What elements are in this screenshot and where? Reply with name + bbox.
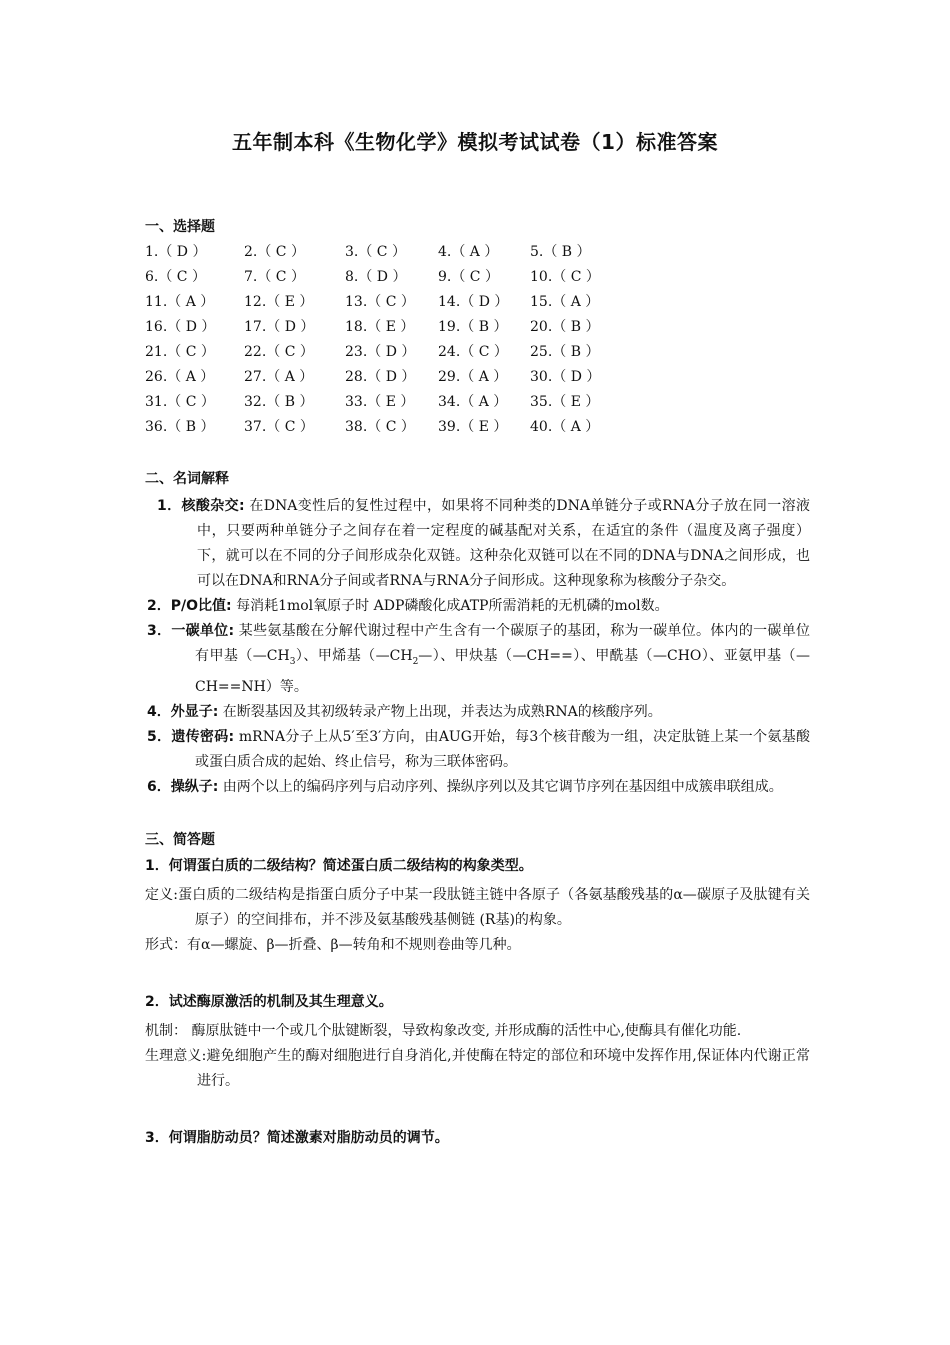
- answer-row: [145, 240, 810, 265]
- answer-cell: 24.（ C ）: [438, 344, 508, 360]
- answer-cell: 29.（ A ）: [438, 369, 508, 385]
- term-text: 在断裂基因及其初级转录产物上出现，并表达为成熟RNA的核酸序列。: [218, 703, 662, 720]
- answer-cell: 21.（ C ）: [145, 344, 215, 360]
- answer-cell: 10.（ C ）: [530, 269, 600, 285]
- subscript: 2: [412, 656, 419, 667]
- document-body: [145, 217, 810, 1151]
- answer-row: [145, 390, 810, 415]
- section-heading-short-answer: 三、简答题: [145, 831, 215, 848]
- term-text: 由两个以上的编码序列与启动序列、操纵序列以及其它调节序列在基因组中成簇串联组成。: [218, 778, 783, 795]
- answer-cell: 39.（ E ）: [438, 419, 508, 435]
- term-label: 2．P/O比值:: [147, 598, 232, 614]
- term-genetic-code: [147, 725, 810, 775]
- answer-cell: 23.（ D ）: [345, 344, 416, 360]
- question-2: 2．试述酶原激活的机制及其生理意义。: [145, 993, 393, 1010]
- answer-cell: 28.（ D ）: [345, 369, 416, 385]
- term-text: mRNA分子上从5′至3′方向，由AUG开始，每3个核苷酸为一组，决定肽链上某一个氨基酸或蛋白质合成的起始、终止信号，称为三联体密码。: [195, 728, 811, 770]
- term-one-carbon-unit: [147, 619, 810, 700]
- term-operon: [147, 775, 810, 800]
- answer-cell: 36.（ B ）: [145, 419, 215, 435]
- page-title: 五年制本科《生物化学》模拟考试试卷（1）标准答案: [232, 130, 718, 154]
- answer-cell: 1.（ D ）: [145, 244, 207, 260]
- answer-definition: 定义:蛋白质的二级结构是指蛋白质分子中某一段肽链主链中各原子（各氨基酸残基的α—碳原子及肽键有关原子）的空间排布，并不涉及氨基酸残基侧链 (R基)的构象。: [145, 886, 810, 928]
- term-po-ratio: [147, 594, 810, 619]
- answer-cell: 4.（ A ）: [438, 244, 499, 260]
- answer-cell: 22.（ C ）: [244, 344, 314, 360]
- answer-row: [145, 315, 810, 340]
- term-nucleic-acid-hybridization: [153, 494, 810, 594]
- answer-cell: 6.（ C ）: [145, 269, 206, 285]
- term-text-c: —）、甲炔基（—CH==）、甲酰基（—CHO）、亚氨甲基（—CH==NH）等。: [195, 648, 811, 695]
- answer-cell: 27.（ A ）: [244, 369, 314, 385]
- answer-cell: 20.（ B ）: [530, 319, 600, 335]
- term-label: 1．核酸杂交:: [157, 498, 245, 514]
- term-text-a: 某些氨基酸在分解代谢过程中产生含有一个碳原子的基团，称为一碳单位。体内的一碳单位有甲基（—CH: [195, 623, 810, 664]
- answer-cell: 17.（ D ）: [244, 319, 315, 335]
- answer-cell: 13.（ C ）: [345, 294, 415, 310]
- answer-cell: 14.（ D ）: [438, 294, 509, 310]
- answer-cell: 9.（ C ）: [438, 269, 499, 285]
- answer-row: [145, 290, 810, 315]
- question-1: 1．何谓蛋白质的二级结构？简述蛋白质二级结构的构象类型。: [145, 857, 533, 874]
- answer-cell: 15.（ A ）: [530, 294, 600, 310]
- answer-significance: 生理意义:避免细胞产生的酶对细胞进行自身消化,并使酶在特定的部位和环境中发挥作用,保证体内代谢正常进行。: [145, 1047, 810, 1089]
- answer-cell: 35.（ E ）: [530, 394, 600, 410]
- question-3: 3．何谓脂肪动员？简述激素对脂肪动员的调节。: [145, 1129, 449, 1146]
- answer-mechanism: 机制： 酶原肽链中一个或几个肽键断裂，导致构象改变, 并形成酶的活性中心,使酶具有催化功能.: [145, 1022, 742, 1039]
- term-text: 在DNA变性后的复性过程中，如果将不同种类的DNA单链分子或RNA分子放在同一溶液中，只要两种单链分子之间存在着一定程度的碱基配对关系，在适宜的条件（温度及离子强度）下，就可以在不同的分子间形成杂化双链。这种杂化双链可以在不同的DNA与DNA之间形成，也可以在DNA和RNA分子间或者RNA与RNA分子间形成。这种现象称为核酸分子杂交。: [197, 498, 810, 589]
- subscript: 3: [289, 656, 296, 667]
- answer-cell: 5.（ B ）: [530, 244, 591, 260]
- answer-cell: 3.（ C ）: [345, 244, 406, 260]
- answer-cell: 19.（ B ）: [438, 319, 508, 335]
- answer-row: [145, 340, 810, 365]
- answer-forms: 形式：有α—螺旋、β—折叠、β—转角和不规则卷曲等几种。: [145, 936, 521, 953]
- term-label: 5．遗传密码:: [147, 728, 235, 745]
- answer-cell: 2.（ C ）: [244, 244, 305, 260]
- answer-cell: 7.（ C ）: [244, 269, 305, 285]
- answer-cell: 26.（ A ）: [145, 369, 215, 385]
- answer-cell: 37.（ C ）: [244, 419, 314, 435]
- answer-cell: 25.（ B ）: [530, 344, 600, 360]
- answer-cell: 8.（ D ）: [345, 269, 407, 285]
- answer-row: [145, 265, 810, 290]
- answer-cell: 31.（ C ）: [145, 394, 215, 410]
- answer-cell: 34.（ A ）: [438, 394, 508, 410]
- section-heading-choice: 一、选择题: [145, 219, 215, 235]
- answer-row: [145, 365, 810, 390]
- answer-cell: 38.（ C ）: [345, 419, 415, 435]
- answer-grid: [145, 240, 810, 440]
- answer-cell: 11.（ A ）: [145, 294, 215, 310]
- answer-row: [145, 415, 810, 440]
- term-label: 6．操纵子:: [147, 778, 219, 795]
- term-text: 每消耗1mol氧原子时 ADP磷酸化成ATP所需消耗的无机磷的mol数。: [231, 598, 669, 614]
- section-heading-terms: 二、名词解释: [145, 471, 229, 487]
- answer-cell: 33.（ E ）: [345, 394, 415, 410]
- answer-cell: 40.（ A ）: [530, 419, 600, 435]
- answer-cell: 18.（ E ）: [345, 319, 415, 335]
- term-text-b: ）、甲烯基（—CH: [295, 648, 413, 664]
- answer-cell: 30.（ D ）: [530, 369, 601, 385]
- term-exon: [147, 700, 810, 725]
- term-label: 3．一碳单位:: [147, 623, 235, 639]
- answer-cell: 12.（ E ）: [244, 294, 314, 310]
- answer-cell: 16.（ D ）: [145, 319, 216, 335]
- term-label: 4．外显子:: [147, 703, 219, 720]
- answer-cell: 32.（ B ）: [244, 394, 314, 410]
